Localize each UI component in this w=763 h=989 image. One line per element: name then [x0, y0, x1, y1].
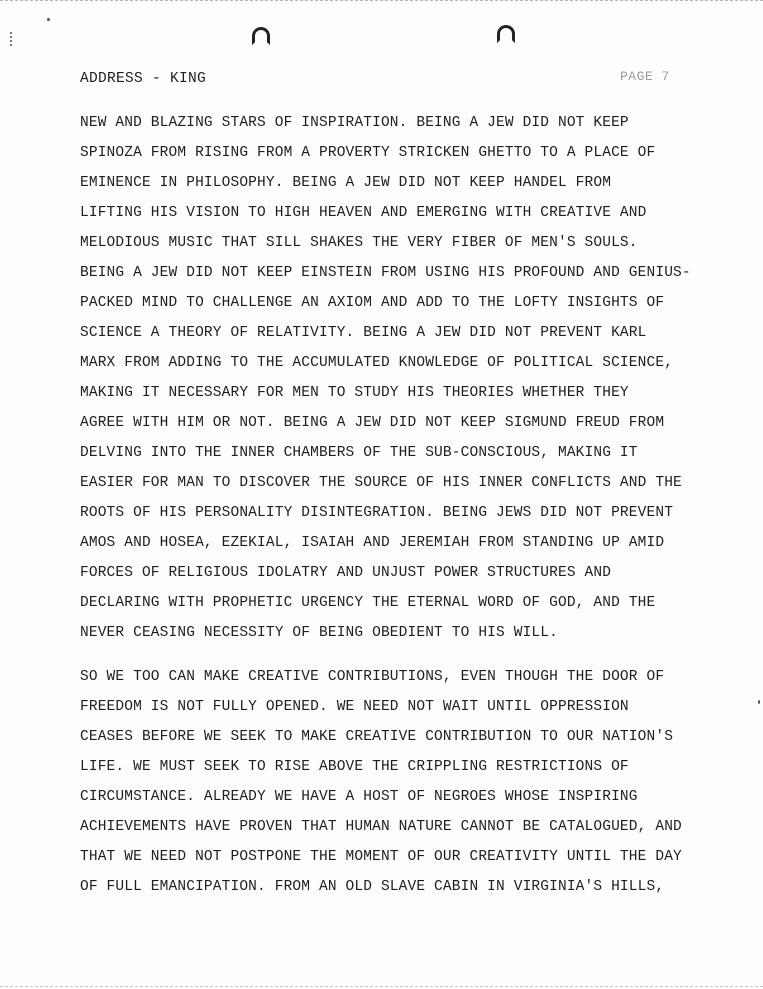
punch-hole-icon: [252, 27, 270, 45]
text-line: EMINENCE IN PHILOSOPHY. BEING A JEW DID NOT KEEP HANDEL FROM: [80, 175, 612, 191]
text-line: EASIER FOR MAN TO DISCOVER THE SOURCE OF HIS INNER CONFLICTS AND THE: [80, 475, 682, 491]
text-line: SO WE TOO CAN MAKE CREATIVE CONTRIBUTIONS, EVEN THOUGH THE DOOR OF: [80, 669, 665, 685]
text-line: DECLARING WITH PROPHETIC URGENCY THE ETERNAL WORD OF GOD, AND THE: [80, 595, 656, 611]
text-line: PACKED MIND TO CHALLENGE AN AXIOM AND ADD TO THE LOFTY INSIGHTS OF: [80, 295, 665, 311]
punch-hole-icon: [497, 25, 515, 43]
text-line: SPINOZA FROM RISING FROM A PROVERTY STRICKEN GHETTO TO A PLACE OF: [80, 145, 656, 161]
paragraph: [80, 108, 720, 648]
text-line: SCIENCE A THEORY OF RELATIVITY. BEING A JEW DID NOT PREVENT KARL: [80, 325, 647, 341]
text-line: ACHIEVEMENTS HAVE PROVEN THAT HUMAN NATURE CANNOT BE CATALOGUED, AND: [80, 819, 682, 835]
text-line: CEASES BEFORE WE SEEK TO MAKE CREATIVE CONTRIBUTION TO OUR NATION'S: [80, 729, 674, 745]
text-line: MARX FROM ADDING TO THE ACCUMULATED KNOWLEDGE OF POLITICAL SCIENCE,: [80, 355, 674, 371]
paragraph: [80, 662, 720, 902]
text-line: CIRCUMSTANCE. ALREADY WE HAVE A HOST OF NEGROES WHOSE INSPIRING: [80, 789, 638, 805]
text-line: OF FULL EMANCIPATION. FROM AN OLD SLAVE CABIN IN VIRGINIA'S HILLS,: [80, 879, 665, 895]
running-header: ADDRESS - KING: [80, 71, 207, 87]
text-line: BEING A JEW DID NOT KEEP EINSTEIN FROM USING HIS PROFOUND AND GENIUS-: [80, 265, 691, 281]
text-line: DELVING INTO THE INNER CHAMBERS OF THE SUB-CONSCIOUS, MAKING IT: [80, 445, 638, 461]
speck-mark: [47, 18, 50, 21]
text-line: THAT WE NEED NOT POSTPONE THE MOMENT OF OUR CREATIVITY UNTIL THE DAY: [80, 849, 682, 865]
margin-dots: [10, 32, 14, 46]
text-line: FORCES OF RELIGIOUS IDOLATRY AND UNJUST POWER STRUCTURES AND: [80, 565, 612, 581]
page-bottom-edge: [0, 986, 763, 987]
text-line: ROOTS OF HIS PERSONALITY DISINTEGRATION. BEING JEWS DID NOT PREVENT: [80, 505, 674, 521]
text-line: AMOS AND HOSEA, EZEKIAL, ISAIAH AND JEREMIAH FROM STANDING UP AMID: [80, 535, 665, 551]
text-line: MELODIOUS MUSIC THAT SILL SHAKES THE VERY FIBER OF MEN'S SOULS.: [80, 235, 638, 251]
text-line: FREEDOM IS NOT FULLY OPENED. WE NEED NOT WAIT UNTIL OPPRESSION: [80, 699, 629, 715]
page-number: PAGE 7: [620, 69, 670, 84]
speck-mark: [758, 700, 760, 704]
page-top-edge: [0, 0, 763, 1]
text-line: LIFE. WE MUST SEEK TO RISE ABOVE THE CRIPPLING RESTRICTIONS OF: [80, 759, 629, 775]
text-line: AGREE WITH HIM OR NOT. BEING A JEW DID NOT KEEP SIGMUND FREUD FROM: [80, 415, 665, 431]
text-line: NEW AND BLAZING STARS OF INSPIRATION. BEING A JEW DID NOT KEEP: [80, 115, 629, 131]
text-line: MAKING IT NECESSARY FOR MEN TO STUDY HIS THEORIES WHETHER THEY: [80, 385, 629, 401]
text-line: NEVER CEASING NECESSITY OF BEING OBEDIENT TO HIS WILL.: [80, 625, 558, 641]
text-line: LIFTING HIS VISION TO HIGH HEAVEN AND EMERGING WITH CREATIVE AND: [80, 205, 647, 221]
